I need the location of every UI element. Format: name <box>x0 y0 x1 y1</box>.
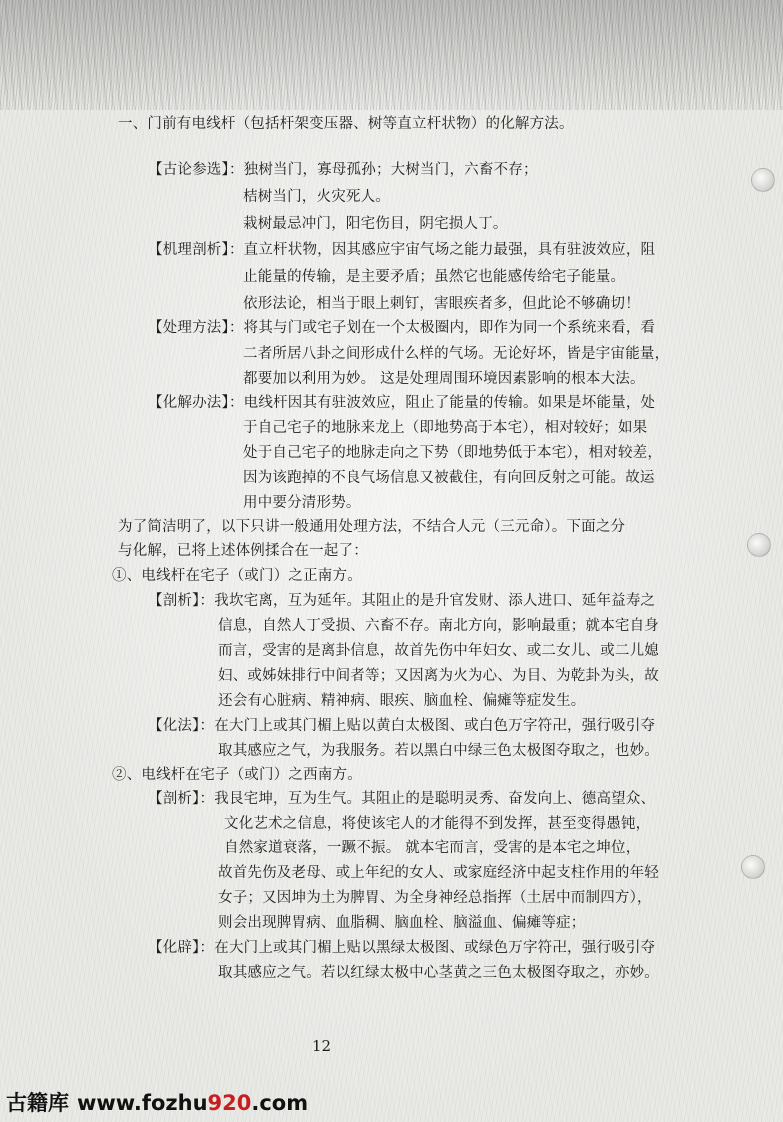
text-line: 文化艺术之信息，将使该宅人的才能得不到发挥，甚至变得愚钝， <box>224 816 651 832</box>
site-url-part[interactable]: 920 <box>207 1091 252 1115</box>
text-line: 则会出现脾胃病、血脂稠、脑血栓、脑溢血、偏瘫等症； <box>218 915 586 931</box>
text-line: 处于自己宅子的地脉走向之下势（即地势低于本宅），相对较差， <box>243 445 663 461</box>
item-heading: ②、电线杆在宅子（或门）之西南方。 <box>112 767 362 783</box>
text-line: 因为该跑掉的不良气场信息又被截住，有向回反射之可能。故运 <box>243 470 655 486</box>
text-line: 自然家道衰落，一蹶不振。 就本宅而言，受害的是本宅之坤位， <box>224 840 641 856</box>
text-line: 【剖析】：我坎宅离，互为延年。其阻止的是升官发财、添人进口、延年益寿之 <box>148 593 656 609</box>
binding-hole-bottom <box>741 855 765 879</box>
text-line: 【化法】：在大门上或其门楣上贴以黄白太极图、或白色万字符卍，强行吸引夺 <box>148 718 656 734</box>
text-line: 故首先伤及老母、或上年纪的女人、或家庭经济中起支柱作用的年轻 <box>218 865 659 881</box>
text-line: 与化解，已将上述体例揉合在一起了： <box>118 543 368 559</box>
site-name: 古籍库 <box>6 1091 69 1115</box>
text-line: 于自己宅子的地脉来龙上（即地势高于本宅），相对较好；如果 <box>243 420 648 436</box>
text-line: 【处理方法】：将其与门或宅子划在一个太极圈内，即作为同一个系统来看，看 <box>148 320 656 336</box>
scan-noise-band <box>0 0 783 110</box>
text-line: 栽树最忌冲门，阳宅伤目，阴宅损人丁。 <box>243 216 508 232</box>
site-url-part[interactable]: .com <box>251 1091 309 1115</box>
text-line: 依形法论，相当于眼上刺钉，害眼疾者多，但此论不够确切！ <box>243 296 640 312</box>
text-line: 取其感应之气，为我服务。若以黑白中绿三色太极图夺取之，也妙。 <box>218 743 659 759</box>
binding-hole-top <box>751 168 775 192</box>
page-number: 12 <box>312 1037 332 1055</box>
text-line: 【古论参选】：独树当门，寡母孤孙；大树当门，六畜不存； <box>148 162 538 178</box>
text-line: 【化解办法】：电线杆因其有驻波效应，阻止了能量的传输。如果是坏能量，处 <box>148 395 656 411</box>
text-line: 桔树当门，火灾死人。 <box>243 189 390 205</box>
text-line: 【剖析】：我艮宅坤，互为生气。其阻止的是聪明灵秀、奋发向上、德高望众、 <box>148 791 656 807</box>
text-line: 都要加以利用为妙。 这是处理周围环境因素影响的根本大法。 <box>243 371 645 387</box>
text-line: 取其感应之气。若以红绿太极中心茎黄之三色太极图夺取之，亦妙。 <box>218 965 659 981</box>
text-line: 妇、或姊妹排行中间者等；又因离为火为心、为目、为乾卦为头，故 <box>218 668 659 684</box>
site-watermark <box>6 1086 308 1120</box>
site-url-part[interactable]: www.fozhu <box>77 1091 208 1115</box>
text-line: 而言，受害的是离卦信息，故首先伤中年妇女、或二女儿、或二儿媳 <box>218 643 659 659</box>
text-line: 【机理剖析】：直立杆状物，因其感应宇宙气场之能力最强，具有驻波效应，阻 <box>148 242 656 258</box>
text-line: 信息，自然人丁受损、六畜不存。南北方向，影响最重；就本宅自身 <box>218 618 659 634</box>
text-line: 为了简洁明了，以下只讲一般通用处理方法，不结合人元（三元命）。下面之分 <box>118 519 626 535</box>
text-line: 止能量的传输，是主要矛盾；虽然它也能感传给宅子能量。 <box>243 269 626 285</box>
section-heading: 一、门前有电线杆（包括杆架变压器、树等直立杆状物）的化解方法。 <box>118 116 574 132</box>
binding-hole-middle <box>747 533 771 557</box>
text-line: 二者所居八卦之间形成什么样的气场。无论好坏，皆是宇宙能量， <box>243 346 670 362</box>
text-line: 用中要分清形势。 <box>243 495 361 511</box>
item-heading: ①、电线杆在宅子（或门）之正南方。 <box>112 568 362 584</box>
text-line: 【化辟】：在大门上或其门楣上贴以黑绿太极图、或绿色万字符卍，强行吸引夺 <box>148 940 656 956</box>
text-line: 还会有心脏病、精神病、眼疾、脑血栓、偏瘫等症发生。 <box>218 693 586 709</box>
text-line: 女子；又因坤为土为脾胃、为全身神经总指挥（土居中而制四方）， <box>218 890 652 906</box>
